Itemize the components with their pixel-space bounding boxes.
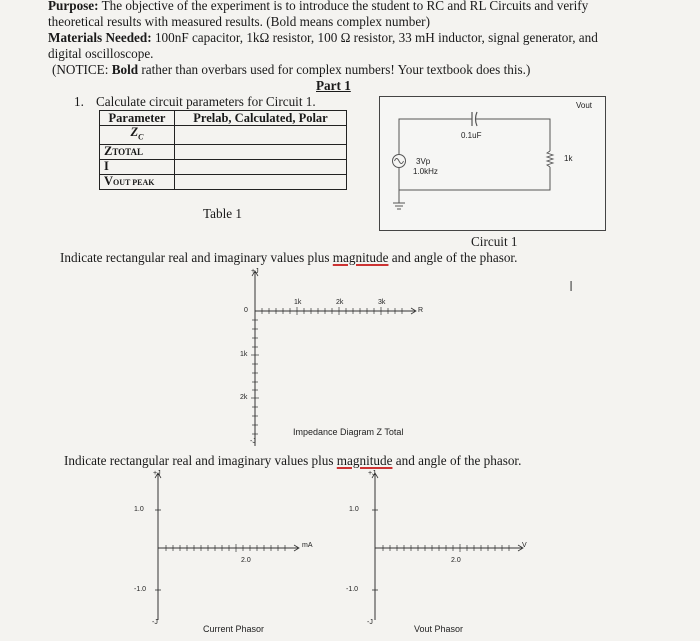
value-cell[interactable] — [175, 174, 347, 189]
notice-bold: Bold — [111, 62, 139, 77]
instruction-phasors: Indicate rectangular real and imaginary values plus magnitude and angle of the phasor. — [64, 453, 522, 468]
notice-open: (NOTICE: — [52, 62, 112, 77]
impedance-x-tick-2k: 2k — [336, 299, 344, 306]
vout-phasor-diagram — [330, 470, 530, 630]
vout-neg-j: -J — [367, 619, 373, 626]
table-row — [100, 126, 347, 145]
impedance-pos-j: +J — [251, 268, 259, 275]
materials-line-2: digital oscilloscope. — [48, 46, 154, 61]
current-x-tick: 2.0 — [241, 557, 251, 564]
vout-unit-label: V — [522, 542, 527, 549]
current-pos-j: +J — [153, 470, 161, 477]
col-header-parameter: Parameter — [100, 111, 175, 126]
current-phasor-title: Current Phasor — [203, 624, 265, 634]
vout-pos-j: +J — [368, 470, 376, 477]
table-caption: Table 1 — [203, 206, 242, 221]
materials-text: 100nF capacitor, 1kΩ resistor, 100 Ω resistor, 33 mH inductor, signal generator, and — [151, 30, 598, 45]
param-zc: $Z_C$ — [100, 126, 175, 145]
value-cell[interactable] — [175, 126, 347, 145]
current-unit-label: mA — [302, 542, 313, 549]
step1-text: Calculate circuit parameters for Circuit 1. — [96, 94, 316, 109]
purpose-line-1 — [48, 0, 588, 13]
param-i: I — [100, 159, 175, 174]
impedance-origin: 0 — [244, 307, 248, 314]
materials-label: Materials Needed: — [48, 30, 152, 45]
value-cell[interactable] — [175, 159, 347, 174]
impedance-x-tick-1k: 1k — [294, 299, 302, 306]
param-ztotal: ZTOTAL — [100, 144, 175, 159]
text-cursor-icon: I — [569, 278, 574, 295]
impedance-x-ticks — [262, 307, 402, 315]
vout-y-bottom: -1.0 — [346, 586, 359, 593]
impedance-y-tick-2k: 2k — [240, 394, 248, 401]
circuit-schematic — [380, 97, 605, 230]
step1-number: 1. — [74, 94, 84, 109]
current-y-top: 1.0 — [134, 506, 144, 513]
capacitor-label: 0.1uF — [461, 131, 482, 140]
part-heading: Part 1 — [316, 78, 351, 93]
purpose-text: The objective of the experiment is to introduce the student to RC and RL Circuits and verify — [98, 0, 589, 13]
impedance-real-axis-label: R — [418, 307, 424, 314]
voltage-source-symbol — [393, 155, 406, 168]
purpose-label: Purpose: — [48, 0, 99, 13]
impedance-diagram-title: Impedance Diagram Z Total — [293, 427, 404, 437]
source-frequency-label: 1.0kHz — [413, 167, 438, 176]
current-y-bottom: -1.0 — [134, 586, 147, 593]
circuit-caption: Circuit 1 — [471, 234, 518, 249]
circuit-diagram — [379, 96, 606, 231]
impedance-x-tick-3k: 3k — [378, 299, 386, 306]
table-row — [100, 144, 347, 159]
impedance-y-tick-1k: 1k — [240, 351, 248, 358]
table-row — [100, 159, 347, 174]
source-amplitude-label: 3Vp — [416, 157, 431, 166]
col-header-values: Prelab, Calculated, Polar — [175, 111, 347, 126]
table-row — [100, 174, 347, 189]
table-1 — [99, 110, 347, 190]
resistor-symbol — [547, 151, 553, 167]
notice-line — [52, 62, 530, 77]
vout-x-tick: 2.0 — [451, 557, 461, 564]
current-neg-j: -J — [152, 619, 158, 626]
resistor-label: 1k — [564, 154, 573, 163]
instruction-impedance: Indicate rectangular real and imaginary values plus magnitude and angle of the phasor. — [60, 250, 518, 265]
notice-rest: rather than overbars used for complex numbers! Your textbook does this.) — [138, 62, 531, 77]
materials-line-1 — [48, 30, 598, 45]
vout-y-top: 1.0 — [349, 506, 359, 513]
value-cell[interactable] — [175, 144, 347, 159]
current-phasor-diagram — [120, 470, 320, 630]
impedance-neg-j: -J — [250, 438, 256, 445]
purpose-line-2: theoretical results with measured results. (Bold means complex number) — [48, 14, 430, 29]
capacitor-symbol — [461, 112, 488, 126]
vout-phasor-title: Vout Phasor — [414, 624, 464, 634]
vout-label: Vout — [576, 101, 593, 110]
param-vout-peak: VOUT PEAK — [100, 174, 175, 189]
